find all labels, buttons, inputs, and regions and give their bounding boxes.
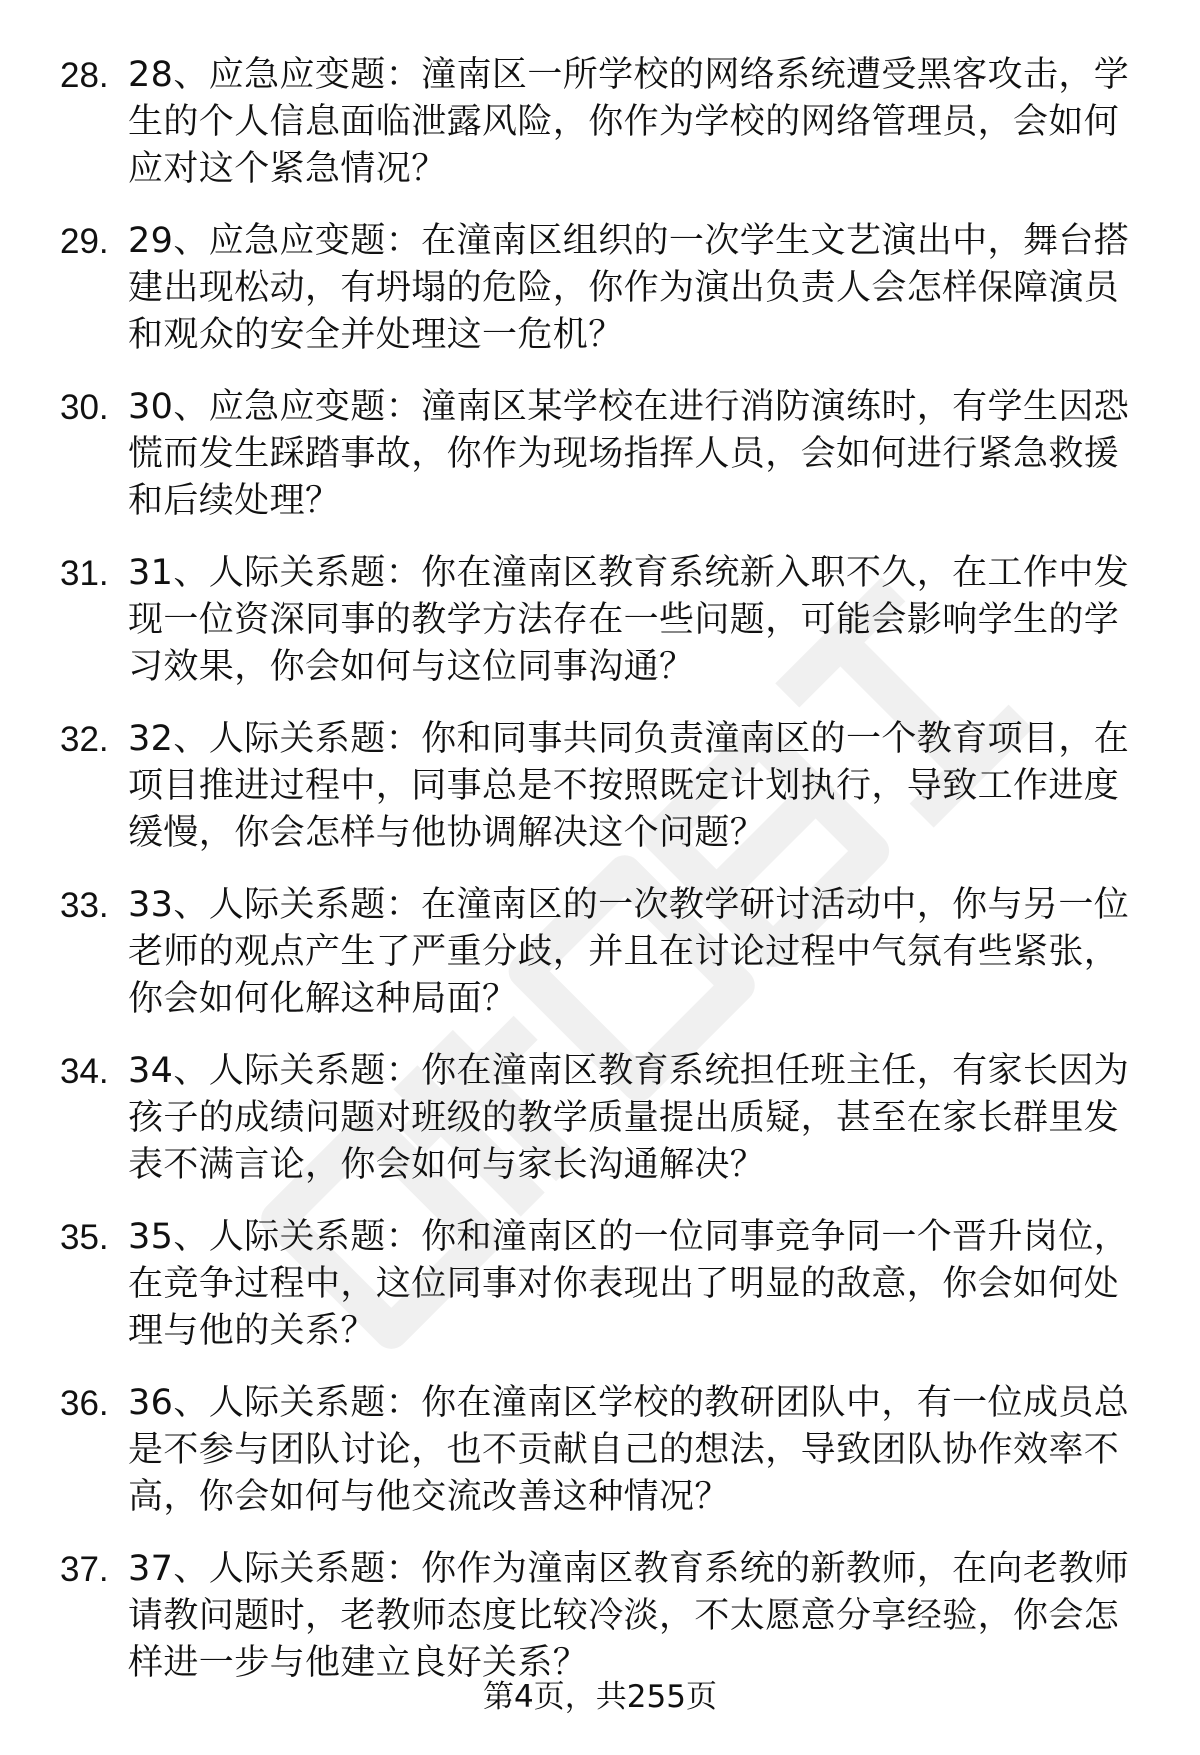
question-item xyxy=(60,218,1150,384)
question-text: 28、应急应变题：潼南区一所学校的网络系统遭受黑客攻击，学生的个人信息面临泄露风险，你作为学校的网络管理员，会如何应对这个紧急情况？ xyxy=(128,55,1130,189)
question-number: 28. xyxy=(60,56,109,95)
question-text: 31、人际关系题：你在潼南区教育系统新入职不久，在工作中发现一位资深同事的教学方法存在一些问题，可能会影响学生的学习效果，你会如何与这位同事沟通？ xyxy=(128,553,1130,687)
question-text: 34、人际关系题：你在潼南区教育系统担任班主任，有家长因为孩子的成绩问题对班级的教学质量提出质疑，甚至在家长群里发表不满言论，你会如何与家长沟通解决？ xyxy=(128,1051,1130,1185)
question-text: 35、人际关系题：你和潼南区的一位同事竞争同一个晋升岗位，在竞争过程中，这位同事对你表现出了明显的敌意，你会如何处理与他的关系？ xyxy=(128,1217,1130,1351)
question-text: 36、人际关系题：你在潼南区学校的教研团队中，有一位成员总是不参与团队讨论，也不贡献自己的想法，导致团队协作效率不高，你会如何与他交流改善这种情况？ xyxy=(128,1383,1130,1517)
question-number: 33. xyxy=(60,886,109,925)
question-item xyxy=(60,1048,1150,1214)
question-text: 29、应急应变题：在潼南区组织的一次学生文艺演出中，舞台搭建出现松动，有坍塌的危险，你作为演出负责人会怎样保障演员和观众的安全并处理这一危机？ xyxy=(128,221,1130,355)
question-item xyxy=(60,550,1150,716)
question-text: 37、人际关系题：你作为潼南区教育系统的新教师，在向老教师请教问题时，老教师态度比较冷淡，不太愿意分享经验，你会怎样进一步与他建立良好关系？ xyxy=(128,1549,1130,1683)
question-number: 36. xyxy=(60,1384,109,1423)
question-text: 30、应急应变题：潼南区某学校在进行消防演练时，有学生因恐慌而发生踩踏事故，你作为现场指挥人员，会如何进行紧急救援和后续处理？ xyxy=(128,387,1130,521)
question-item xyxy=(60,882,1150,1048)
question-text: 32、人际关系题：你和同事共同负责潼南区的一个教育项目，在项目推进过程中，同事总是不按照既定计划执行，导致工作进度缓慢，你会怎样与他协调解决这个问题？ xyxy=(128,719,1130,853)
question-number: 32. xyxy=(60,720,109,759)
question-number: 37. xyxy=(60,1550,109,1589)
question-number: 30. xyxy=(60,388,109,427)
question-text: 33、人际关系题：在潼南区的一次教学研讨活动中，你与另一位老师的观点产生了严重分歧，并且在讨论过程中气氛有些紧张，你会如何化解这种局面？ xyxy=(128,885,1130,1019)
question-item xyxy=(60,52,1150,218)
question-item xyxy=(60,1380,1150,1546)
page-footer: 第4页，共255页 xyxy=(483,1679,717,1715)
question-number: 31. xyxy=(60,554,109,593)
question-item xyxy=(60,1214,1150,1380)
question-number: 35. xyxy=(60,1218,109,1257)
question-list xyxy=(60,52,1150,1712)
question-number: 29. xyxy=(60,222,109,261)
question-number: 34. xyxy=(60,1052,109,1091)
question-item xyxy=(60,716,1150,882)
question-item xyxy=(60,384,1150,550)
